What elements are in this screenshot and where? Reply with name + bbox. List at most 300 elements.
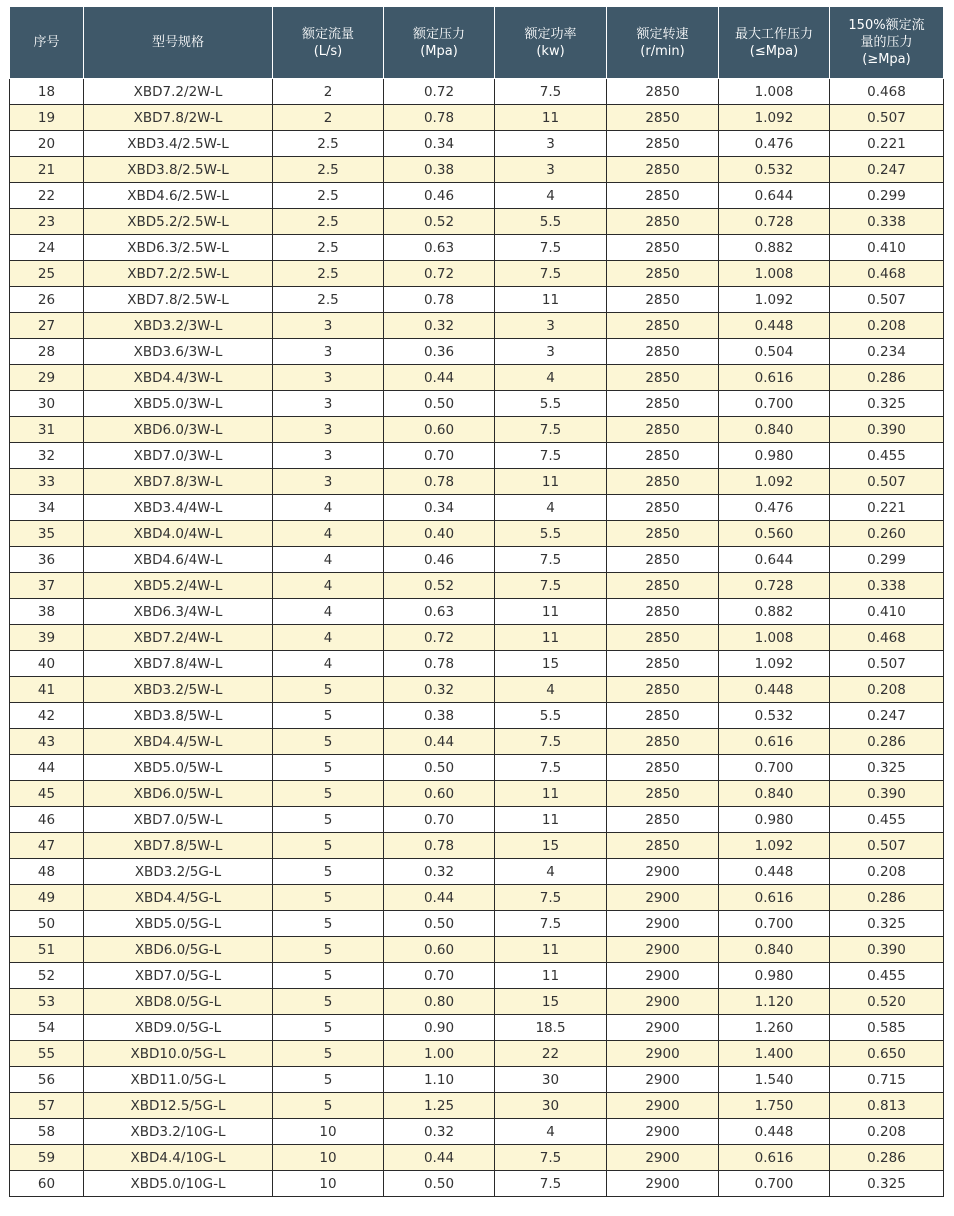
cell-flow: 5 xyxy=(273,703,384,729)
header-line: 型号规格 xyxy=(151,35,204,50)
cell-model: XBD4.4/10G-L xyxy=(84,1145,273,1171)
cell-max-pressure: 1.120 xyxy=(719,989,830,1015)
cell-power: 11 xyxy=(495,807,607,833)
cell-flow: 5 xyxy=(273,963,384,989)
cell-index: 58 xyxy=(10,1119,84,1145)
cell-speed: 2850 xyxy=(607,755,719,781)
table-row xyxy=(10,79,944,105)
table-row xyxy=(10,573,944,599)
cell-150-flow-pressure: 0.455 xyxy=(830,807,944,833)
header-row xyxy=(10,7,944,79)
cell-power: 7.5 xyxy=(495,573,607,599)
cell-max-pressure: 0.980 xyxy=(719,443,830,469)
table-row xyxy=(10,235,944,261)
cell-150-flow-pressure: 0.299 xyxy=(830,183,944,209)
cell-flow: 2.5 xyxy=(273,287,384,313)
cell-power: 7.5 xyxy=(495,79,607,105)
cell-pressure: 0.34 xyxy=(384,131,495,157)
cell-power: 30 xyxy=(495,1093,607,1119)
cell-index: 32 xyxy=(10,443,84,469)
cell-model: XBD4.4/3W-L xyxy=(84,365,273,391)
table-row xyxy=(10,989,944,1015)
col-flow-header xyxy=(273,7,384,79)
cell-speed: 2850 xyxy=(607,209,719,235)
cell-flow: 4 xyxy=(273,573,384,599)
cell-max-pressure: 0.840 xyxy=(719,781,830,807)
cell-model: XBD4.0/4W-L xyxy=(84,521,273,547)
cell-model: XBD3.2/10G-L xyxy=(84,1119,273,1145)
cell-index: 36 xyxy=(10,547,84,573)
cell-index: 46 xyxy=(10,807,84,833)
cell-index: 38 xyxy=(10,599,84,625)
cell-pressure: 0.34 xyxy=(384,495,495,521)
cell-index: 40 xyxy=(10,651,84,677)
header-line: 额定流量 xyxy=(301,26,354,42)
cell-150-flow-pressure: 0.234 xyxy=(830,339,944,365)
cell-flow: 2 xyxy=(273,105,384,131)
cell-flow: 5 xyxy=(273,833,384,859)
cell-speed: 2850 xyxy=(607,547,719,573)
cell-150-flow-pressure: 0.247 xyxy=(830,157,944,183)
table-row xyxy=(10,703,944,729)
col-150-flow-pressure-header xyxy=(830,7,944,79)
cell-flow: 5 xyxy=(273,937,384,963)
cell-150-flow-pressure: 0.260 xyxy=(830,521,944,547)
cell-index: 50 xyxy=(10,911,84,937)
cell-pressure: 0.38 xyxy=(384,703,495,729)
cell-pressure: 0.38 xyxy=(384,157,495,183)
cell-flow: 3 xyxy=(273,339,384,365)
table-row xyxy=(10,521,944,547)
table-row xyxy=(10,1015,944,1041)
cell-150-flow-pressure: 0.507 xyxy=(830,833,944,859)
cell-150-flow-pressure: 0.507 xyxy=(830,105,944,131)
table-row xyxy=(10,183,944,209)
cell-model: XBD5.0/5W-L xyxy=(84,755,273,781)
cell-model: XBD7.8/3W-L xyxy=(84,469,273,495)
table-row xyxy=(10,625,944,651)
cell-speed: 2850 xyxy=(607,521,719,547)
cell-speed: 2850 xyxy=(607,573,719,599)
header-line: 150%额定流 xyxy=(848,18,925,33)
col-speed-header xyxy=(607,7,719,79)
cell-flow: 2 xyxy=(273,79,384,105)
cell-model: XBD3.8/2.5W-L xyxy=(84,157,273,183)
cell-index: 18 xyxy=(10,79,84,105)
cell-model: XBD4.6/2.5W-L xyxy=(84,183,273,209)
cell-pressure: 0.50 xyxy=(384,911,495,937)
cell-speed: 2850 xyxy=(607,105,719,131)
table-row xyxy=(10,495,944,521)
table-row xyxy=(10,755,944,781)
cell-150-flow-pressure: 0.221 xyxy=(830,131,944,157)
cell-pressure: 0.50 xyxy=(384,1171,495,1197)
cell-speed: 2850 xyxy=(607,781,719,807)
cell-speed: 2850 xyxy=(607,183,719,209)
cell-speed: 2900 xyxy=(607,989,719,1015)
header-line: 量的压力 xyxy=(860,35,913,50)
cell-150-flow-pressure: 0.507 xyxy=(830,651,944,677)
cell-power: 5.5 xyxy=(495,391,607,417)
cell-flow: 5 xyxy=(273,1041,384,1067)
cell-power: 4 xyxy=(495,859,607,885)
cell-pressure: 0.40 xyxy=(384,521,495,547)
cell-150-flow-pressure: 0.286 xyxy=(830,885,944,911)
cell-150-flow-pressure: 0.455 xyxy=(830,963,944,989)
cell-pressure: 0.78 xyxy=(384,105,495,131)
cell-flow: 2.5 xyxy=(273,235,384,261)
cell-speed: 2850 xyxy=(607,443,719,469)
cell-max-pressure: 1.540 xyxy=(719,1067,830,1093)
cell-power: 7.5 xyxy=(495,1145,607,1171)
cell-index: 31 xyxy=(10,417,84,443)
cell-flow: 5 xyxy=(273,1067,384,1093)
cell-speed: 2900 xyxy=(607,1171,719,1197)
table-row xyxy=(10,1119,944,1145)
cell-power: 11 xyxy=(495,781,607,807)
cell-model: XBD12.5/5G-L xyxy=(84,1093,273,1119)
cell-pressure: 0.63 xyxy=(384,599,495,625)
cell-flow: 3 xyxy=(273,391,384,417)
cell-max-pressure: 0.476 xyxy=(719,495,830,521)
cell-max-pressure: 1.750 xyxy=(719,1093,830,1119)
cell-power: 7.5 xyxy=(495,547,607,573)
cell-max-pressure: 0.448 xyxy=(719,859,830,885)
cell-150-flow-pressure: 0.520 xyxy=(830,989,944,1015)
cell-index: 23 xyxy=(10,209,84,235)
cell-index: 45 xyxy=(10,781,84,807)
cell-flow: 5 xyxy=(273,1015,384,1041)
cell-150-flow-pressure: 0.325 xyxy=(830,391,944,417)
cell-pressure: 0.32 xyxy=(384,1119,495,1145)
cell-speed: 2900 xyxy=(607,963,719,989)
cell-150-flow-pressure: 0.715 xyxy=(830,1067,944,1093)
cell-max-pressure: 0.532 xyxy=(719,157,830,183)
table-row xyxy=(10,963,944,989)
cell-pressure: 0.50 xyxy=(384,391,495,417)
header-line: (≥Mpa) xyxy=(862,52,911,67)
cell-power: 4 xyxy=(495,365,607,391)
cell-150-flow-pressure: 0.390 xyxy=(830,781,944,807)
cell-flow: 2.5 xyxy=(273,131,384,157)
cell-power: 4 xyxy=(495,1119,607,1145)
cell-pressure: 0.36 xyxy=(384,339,495,365)
cell-speed: 2850 xyxy=(607,79,719,105)
table-row xyxy=(10,651,944,677)
cell-max-pressure: 0.700 xyxy=(719,1171,830,1197)
cell-power: 3 xyxy=(495,339,607,365)
cell-speed: 2850 xyxy=(607,495,719,521)
cell-power: 5.5 xyxy=(495,209,607,235)
cell-max-pressure: 0.560 xyxy=(719,521,830,547)
cell-flow: 5 xyxy=(273,729,384,755)
cell-model: XBD3.2/5G-L xyxy=(84,859,273,885)
cell-model: XBD3.4/4W-L xyxy=(84,495,273,521)
cell-150-flow-pressure: 0.507 xyxy=(830,287,944,313)
cell-max-pressure: 0.728 xyxy=(719,209,830,235)
cell-flow: 5 xyxy=(273,1093,384,1119)
cell-flow: 3 xyxy=(273,443,384,469)
cell-max-pressure: 0.700 xyxy=(719,911,830,937)
table-row xyxy=(10,157,944,183)
cell-flow: 2.5 xyxy=(273,183,384,209)
cell-index: 47 xyxy=(10,833,84,859)
cell-150-flow-pressure: 0.585 xyxy=(830,1015,944,1041)
cell-power: 30 xyxy=(495,1067,607,1093)
cell-max-pressure: 0.448 xyxy=(719,677,830,703)
cell-150-flow-pressure: 0.338 xyxy=(830,573,944,599)
cell-pressure: 0.80 xyxy=(384,989,495,1015)
cell-speed: 2900 xyxy=(607,1067,719,1093)
table-row xyxy=(10,547,944,573)
cell-index: 39 xyxy=(10,625,84,651)
cell-model: XBD7.2/2W-L xyxy=(84,79,273,105)
cell-max-pressure: 0.644 xyxy=(719,547,830,573)
cell-speed: 2850 xyxy=(607,339,719,365)
cell-pressure: 0.78 xyxy=(384,469,495,495)
cell-speed: 2850 xyxy=(607,235,719,261)
cell-model: XBD10.0/5G-L xyxy=(84,1041,273,1067)
cell-power: 7.5 xyxy=(495,755,607,781)
cell-speed: 2850 xyxy=(607,833,719,859)
cell-index: 37 xyxy=(10,573,84,599)
cell-150-flow-pressure: 0.410 xyxy=(830,235,944,261)
table-row xyxy=(10,859,944,885)
cell-index: 35 xyxy=(10,521,84,547)
cell-max-pressure: 0.840 xyxy=(719,417,830,443)
cell-flow: 2.5 xyxy=(273,261,384,287)
cell-150-flow-pressure: 0.286 xyxy=(830,365,944,391)
cell-model: XBD7.8/4W-L xyxy=(84,651,273,677)
cell-model: XBD3.2/5W-L xyxy=(84,677,273,703)
cell-150-flow-pressure: 0.468 xyxy=(830,625,944,651)
header-line: (≤Mpa) xyxy=(749,43,799,59)
cell-150-flow-pressure: 0.338 xyxy=(830,209,944,235)
col-index-header xyxy=(10,7,84,79)
cell-index: 29 xyxy=(10,365,84,391)
cell-flow: 5 xyxy=(273,885,384,911)
cell-index: 24 xyxy=(10,235,84,261)
cell-model: XBD7.0/3W-L xyxy=(84,443,273,469)
cell-flow: 5 xyxy=(273,781,384,807)
cell-speed: 2850 xyxy=(607,417,719,443)
cell-model: XBD3.6/3W-L xyxy=(84,339,273,365)
table-body xyxy=(10,79,944,1197)
cell-flow: 4 xyxy=(273,625,384,651)
cell-power: 11 xyxy=(495,105,607,131)
cell-power: 15 xyxy=(495,833,607,859)
cell-max-pressure: 0.882 xyxy=(719,235,830,261)
cell-power: 5.5 xyxy=(495,521,607,547)
cell-flow: 2.5 xyxy=(273,157,384,183)
cell-model: XBD11.0/5G-L xyxy=(84,1067,273,1093)
cell-150-flow-pressure: 0.390 xyxy=(830,937,944,963)
cell-max-pressure: 1.008 xyxy=(719,625,830,651)
cell-flow: 5 xyxy=(273,807,384,833)
cell-speed: 2850 xyxy=(607,625,719,651)
cell-max-pressure: 0.700 xyxy=(719,391,830,417)
cell-flow: 4 xyxy=(273,521,384,547)
cell-speed: 2850 xyxy=(607,807,719,833)
table-row xyxy=(10,287,944,313)
cell-pressure: 0.32 xyxy=(384,859,495,885)
cell-150-flow-pressure: 0.286 xyxy=(830,729,944,755)
cell-index: 52 xyxy=(10,963,84,989)
table-row xyxy=(10,807,944,833)
header-line: 额定转速 xyxy=(636,26,689,42)
table-row xyxy=(10,1067,944,1093)
cell-pressure: 0.32 xyxy=(384,677,495,703)
pump-spec-table xyxy=(9,6,944,1197)
table-row xyxy=(10,313,944,339)
cell-pressure: 0.44 xyxy=(384,885,495,911)
cell-model: XBD4.6/4W-L xyxy=(84,547,273,573)
cell-max-pressure: 0.840 xyxy=(719,937,830,963)
cell-model: XBD3.8/5W-L xyxy=(84,703,273,729)
table-row xyxy=(10,105,944,131)
table-row xyxy=(10,209,944,235)
header-line: (r/min) xyxy=(640,43,685,59)
cell-index: 34 xyxy=(10,495,84,521)
cell-model: XBD7.0/5G-L xyxy=(84,963,273,989)
cell-model: XBD7.0/5W-L xyxy=(84,807,273,833)
cell-150-flow-pressure: 0.247 xyxy=(830,703,944,729)
cell-max-pressure: 0.980 xyxy=(719,963,830,989)
cell-speed: 2900 xyxy=(607,885,719,911)
cell-speed: 2850 xyxy=(607,391,719,417)
cell-max-pressure: 0.504 xyxy=(719,339,830,365)
cell-model: XBD5.2/4W-L xyxy=(84,573,273,599)
cell-pressure: 0.60 xyxy=(384,417,495,443)
cell-flow: 3 xyxy=(273,417,384,443)
cell-max-pressure: 1.260 xyxy=(719,1015,830,1041)
cell-power: 11 xyxy=(495,469,607,495)
cell-pressure: 0.63 xyxy=(384,235,495,261)
cell-power: 7.5 xyxy=(495,417,607,443)
header-line: (Mpa) xyxy=(420,43,458,59)
cell-index: 41 xyxy=(10,677,84,703)
cell-power: 7.5 xyxy=(495,729,607,755)
cell-pressure: 0.46 xyxy=(384,183,495,209)
cell-speed: 2850 xyxy=(607,365,719,391)
cell-max-pressure: 0.728 xyxy=(719,573,830,599)
cell-index: 43 xyxy=(10,729,84,755)
table-row xyxy=(10,365,944,391)
cell-pressure: 0.46 xyxy=(384,547,495,573)
cell-speed: 2900 xyxy=(607,1015,719,1041)
cell-power: 11 xyxy=(495,625,607,651)
cell-power: 4 xyxy=(495,677,607,703)
cell-speed: 2900 xyxy=(607,1041,719,1067)
cell-speed: 2850 xyxy=(607,729,719,755)
cell-model: XBD6.3/2.5W-L xyxy=(84,235,273,261)
cell-model: XBD3.2/3W-L xyxy=(84,313,273,339)
cell-index: 21 xyxy=(10,157,84,183)
cell-model: XBD8.0/5G-L xyxy=(84,989,273,1015)
cell-index: 26 xyxy=(10,287,84,313)
table-row xyxy=(10,339,944,365)
cell-speed: 2850 xyxy=(607,261,719,287)
cell-model: XBD7.8/5W-L xyxy=(84,833,273,859)
cell-150-flow-pressure: 0.221 xyxy=(830,495,944,521)
cell-index: 55 xyxy=(10,1041,84,1067)
col-max-pressure-header xyxy=(719,7,830,79)
table-row xyxy=(10,911,944,937)
cell-power: 3 xyxy=(495,131,607,157)
cell-model: XBD7.2/2.5W-L xyxy=(84,261,273,287)
cell-max-pressure: 1.092 xyxy=(719,105,830,131)
cell-pressure: 0.70 xyxy=(384,443,495,469)
cell-pressure: 0.32 xyxy=(384,313,495,339)
cell-flow: 3 xyxy=(273,365,384,391)
cell-power: 11 xyxy=(495,963,607,989)
cell-pressure: 1.25 xyxy=(384,1093,495,1119)
cell-speed: 2850 xyxy=(607,131,719,157)
cell-max-pressure: 0.616 xyxy=(719,885,830,911)
cell-max-pressure: 0.980 xyxy=(719,807,830,833)
cell-150-flow-pressure: 0.410 xyxy=(830,599,944,625)
header-line: 序号 xyxy=(33,35,60,50)
cell-index: 30 xyxy=(10,391,84,417)
cell-flow: 10 xyxy=(273,1145,384,1171)
table-row xyxy=(10,1171,944,1197)
cell-power: 11 xyxy=(495,937,607,963)
table-row xyxy=(10,781,944,807)
cell-power: 7.5 xyxy=(495,1171,607,1197)
col-pressure-header xyxy=(384,7,495,79)
cell-pressure: 0.52 xyxy=(384,573,495,599)
cell-max-pressure: 0.882 xyxy=(719,599,830,625)
cell-max-pressure: 1.092 xyxy=(719,287,830,313)
cell-150-flow-pressure: 0.813 xyxy=(830,1093,944,1119)
cell-index: 48 xyxy=(10,859,84,885)
cell-150-flow-pressure: 0.208 xyxy=(830,859,944,885)
cell-flow: 3 xyxy=(273,313,384,339)
cell-model: XBD4.4/5G-L xyxy=(84,885,273,911)
cell-max-pressure: 1.400 xyxy=(719,1041,830,1067)
cell-flow: 3 xyxy=(273,469,384,495)
cell-model: XBD7.2/4W-L xyxy=(84,625,273,651)
cell-model: XBD7.8/2.5W-L xyxy=(84,287,273,313)
cell-150-flow-pressure: 0.468 xyxy=(830,261,944,287)
cell-index: 57 xyxy=(10,1093,84,1119)
cell-flow: 2.5 xyxy=(273,209,384,235)
cell-150-flow-pressure: 0.325 xyxy=(830,911,944,937)
cell-power: 7.5 xyxy=(495,261,607,287)
cell-speed: 2850 xyxy=(607,287,719,313)
cell-pressure: 0.50 xyxy=(384,755,495,781)
cell-pressure: 0.44 xyxy=(384,729,495,755)
cell-power: 7.5 xyxy=(495,911,607,937)
table-row xyxy=(10,261,944,287)
cell-150-flow-pressure: 0.325 xyxy=(830,1171,944,1197)
cell-power: 3 xyxy=(495,313,607,339)
cell-pressure: 0.78 xyxy=(384,651,495,677)
cell-150-flow-pressure: 0.325 xyxy=(830,755,944,781)
cell-power: 11 xyxy=(495,287,607,313)
cell-index: 56 xyxy=(10,1067,84,1093)
cell-max-pressure: 1.008 xyxy=(719,261,830,287)
cell-index: 27 xyxy=(10,313,84,339)
cell-150-flow-pressure: 0.507 xyxy=(830,469,944,495)
cell-speed: 2900 xyxy=(607,859,719,885)
cell-max-pressure: 0.532 xyxy=(719,703,830,729)
cell-max-pressure: 0.644 xyxy=(719,183,830,209)
cell-max-pressure: 0.700 xyxy=(719,755,830,781)
cell-pressure: 0.60 xyxy=(384,937,495,963)
table-row xyxy=(10,833,944,859)
cell-speed: 2900 xyxy=(607,1119,719,1145)
